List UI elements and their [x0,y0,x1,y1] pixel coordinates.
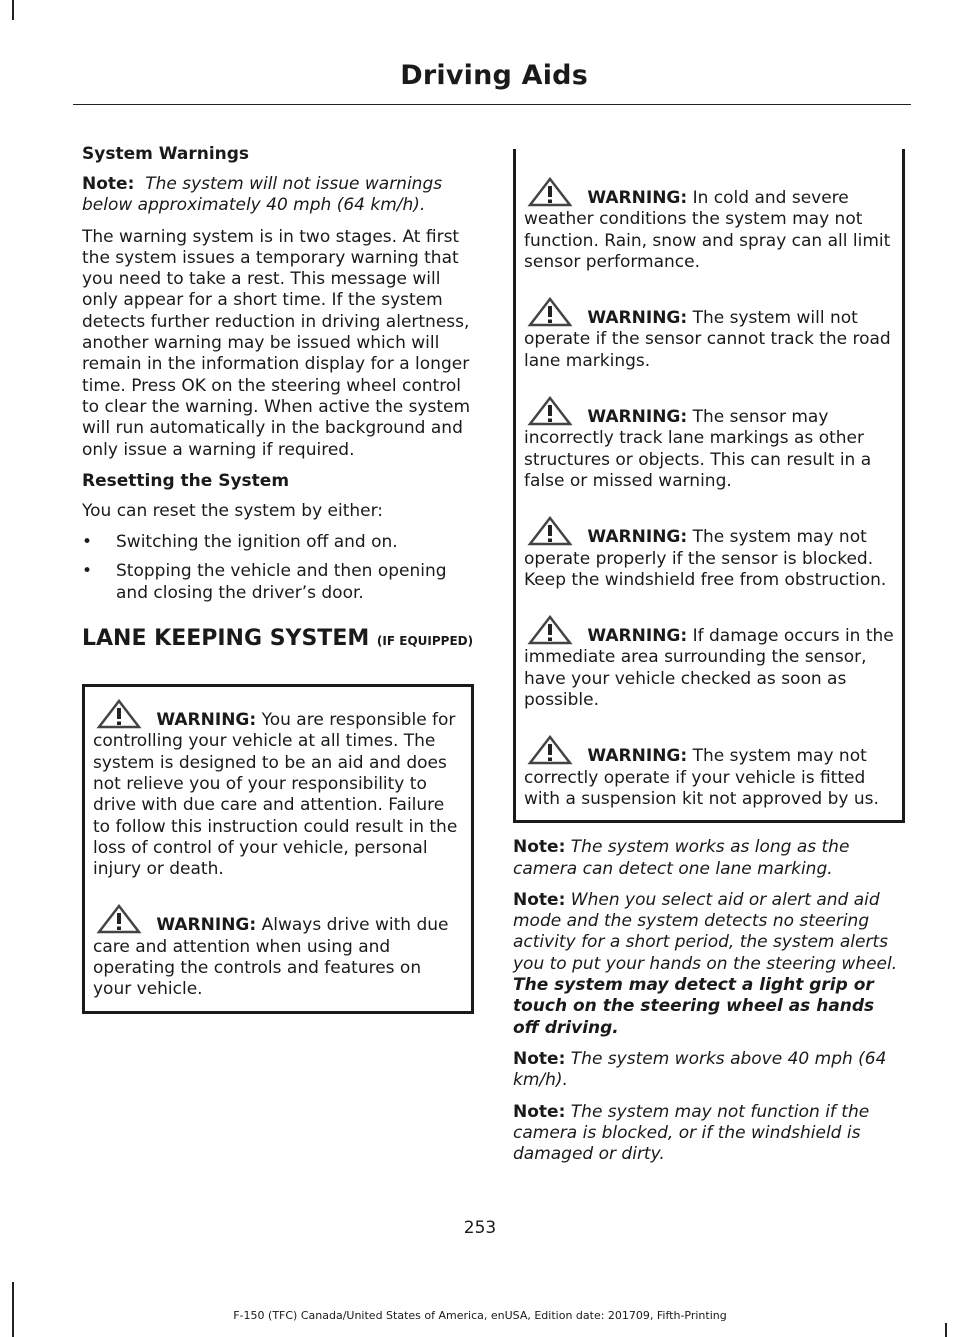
left-column [82,144,474,1014]
warning-triangle-icon [93,904,149,934]
warning-triangle-icon [524,297,580,327]
note-label: Note: [513,1101,566,1122]
warning-triangle-icon [524,615,580,645]
warning-label: WARNING: [156,915,257,936]
warning-label: WARNING: [587,308,688,329]
section-heading [82,626,474,654]
warning-text: The system may not operate properly if the sensor is blocked. Keep the windshield free from obstruction. [524,527,887,590]
note-text: When you select aid or alert and aid mode and the system detects no steering activity for a short period, the system alerts you to put your hands on the steering wheel. [513,889,898,974]
note-label: Note: [513,889,566,910]
warning-item [524,735,894,810]
warning-label: WARNING: [156,710,257,731]
right-column [513,144,905,1175]
note-item [513,890,905,1039]
warning-text: The sensor may incorrectly track lane markings as other structures or objects. This can result in a false or missed warning. [524,407,872,491]
warning-triangle-icon [524,396,580,426]
reset-options-list [82,532,474,604]
list-item-text: Stopping the vehicle and then opening and closing the driver’s door. [116,561,447,603]
page-header-title: Driving Aids [400,60,588,91]
warning-stages-paragraph: The warning system is in two stages. At first the system issues a temporary warning that you need to take a rest. This message will only appear for a short time. If the system detects further reduction in driving alertness, another warning may be issued which will remain in the information display for a longer time. Press OK on the steering wheel control to clear the warning. When active the system will run automatically in the background and only issue a warning if required. [82,226,471,460]
note-label: Note: [82,174,135,194]
note-text: The system works above 40 mph (64 km/h). [513,1048,887,1091]
note-label: Note: [513,837,566,858]
warning-item [524,615,894,711]
note-bold-text: The system may detect a light grip or touch on the steering wheel as hands off driving. [513,975,875,1038]
warning-item [524,297,894,372]
warning-label: WARNING: [587,746,688,767]
warning-label: WARNING: [587,407,688,428]
warning-box-left [82,684,474,1014]
bullet-marker: • [82,561,93,582]
warning-triangle-icon [93,699,149,729]
list-item-text: Switching the ignition off and on. [116,532,398,553]
warning-item [524,516,894,591]
warning-item [524,396,894,492]
warning-text: The system may not correctly operate if your vehicle is fitted with a suspension kit not approved by us. [524,746,879,809]
note-text: The system may not function if the camera is blocked, or if the windshield is damaged or dirty. [513,1101,870,1165]
section-heading-suffix: (IF EQUIPPED) [376,634,474,649]
section-heading-text: LANE KEEPING SYSTEM [82,626,370,652]
warning-label: WARNING: [587,188,688,208]
warning-text: Always drive with due care and attention when using and operating the controls and features on your vehicle. [93,915,449,1000]
warning-text: The system will not operate if the sensor cannot track the road lane markings. [524,308,891,371]
warning-text: In cold and severe weather conditions the system may not function. Rain, snow and spray can all limit sensor performance. [524,188,891,272]
page-footer: F-150 (TFC) Canada/United States of America, enUSA, Edition date: 201709, Fifth-Printing [233,1309,727,1322]
warning-triangle-icon [524,516,580,546]
crop-mark-bottom-right [945,1323,947,1337]
note-item [513,1102,905,1166]
warning-item [93,904,463,1000]
warning-item [524,177,894,273]
list-item [82,561,474,604]
warning-triangle-icon [524,735,580,765]
header-rule [73,104,911,105]
warning-text: If damage occurs in the immediate area surrounding the sensor, have your vehicle checked as soon as possible. [524,626,894,711]
warning-text: You are responsible for controlling your vehicle at all times. The system is designed to be an aid and does not relieve you of your responsibility to drive with due care and attention. Failure to follow this instruction could result in the loss of control of your vehicle, personal injury or death. [93,710,458,880]
warning-item [93,699,463,880]
warning-triangle-icon [524,177,580,207]
note-label: Note: [513,1048,566,1069]
page-number: 253 [463,1218,497,1238]
warning-box-right [513,149,905,823]
warning-label: WARNING: [587,626,688,647]
note-text: The system works as long as the camera can detect one lane marking. [513,837,850,879]
reset-intro: You can reset the system by either: [82,500,384,521]
list-item [82,532,474,553]
resetting-heading: Resetting the System [82,470,290,491]
system-warnings-heading: System Warnings [82,144,250,164]
note-item [513,837,905,880]
note-speed [82,174,474,217]
note-text: The system will not issue warnings below approximately 40 mph (64 km/h). [82,174,443,216]
warning-label: WARNING: [587,527,688,548]
bullet-marker: • [82,532,93,553]
note-item [513,1049,905,1092]
crop-mark-top-left [12,0,14,20]
